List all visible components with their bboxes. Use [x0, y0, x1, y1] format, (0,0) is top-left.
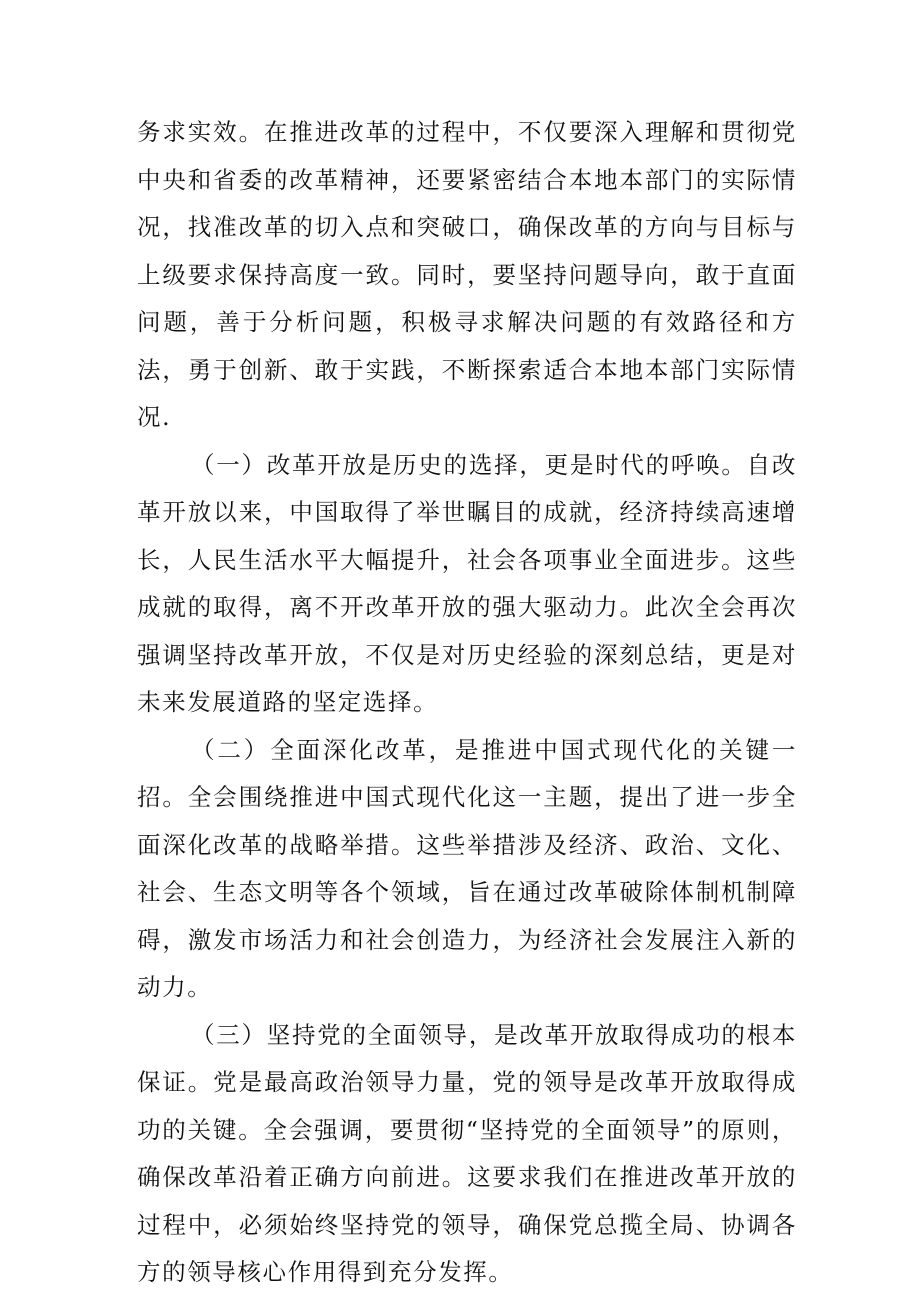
paragraph-intro: 务求实效。在推进改革的过程中，不仅要深入理解和贯彻党中央和省委的改革精神，还要紧密结合本地本部门的实际情况，找准改革的切入点和突破口，确保改革的方向与目标与上级要求保持高度一致。同时，要坚持问题导向，敢于直面问题，善于分析问题，积极寻求解决问题的有效路径和方法，勇于创新、敢于实践，不断探索适合本地本部门实际情况. [137, 118, 797, 431]
paragraph-section-3: （三）坚持党的全面领导，是改革开放取得成功的根本保证。党是最高政治领导力量，党的领导是改革开放取得成功的关键。全会强调，要贯彻“坚持党的全面领导”的原则，确保改革沿着正确方向前进。这要求我们在推进改革开放的过程中，必须始终坚持党的领导，确保党总揽全局、协调各方的领导核心作用得到充分发挥。 [137, 1020, 797, 1286]
document-body [137, 109, 797, 1297]
paragraph-section-1: （一）改革开放是历史的选择，更是时代的呼唤。自改革开放以来，中国取得了举世瞩目的成就，经济持续高速增长，人民生活水平大幅提升，社会各项事业全面进步。这些成就的取得，离不开改革开放的强大驱动力。此次全会再次强调坚持改革开放，不仅是对历史经验的深刻总结，更是对未来发展道路的坚定选择。 [137, 450, 797, 716]
paragraph-section-2: （二）全面深化改革，是推进中国式现代化的关键一招。全会围绕推进中国式现代化这一主题，提出了进一步全面深化改革的战略举措。这些举措涉及经济、政治、文化、社会、生态文明等各个领域，旨在通过改革破除体制机制障碍，激发市场活力和社会创造力，为经济社会发展注入新的动力。 [137, 735, 797, 1001]
